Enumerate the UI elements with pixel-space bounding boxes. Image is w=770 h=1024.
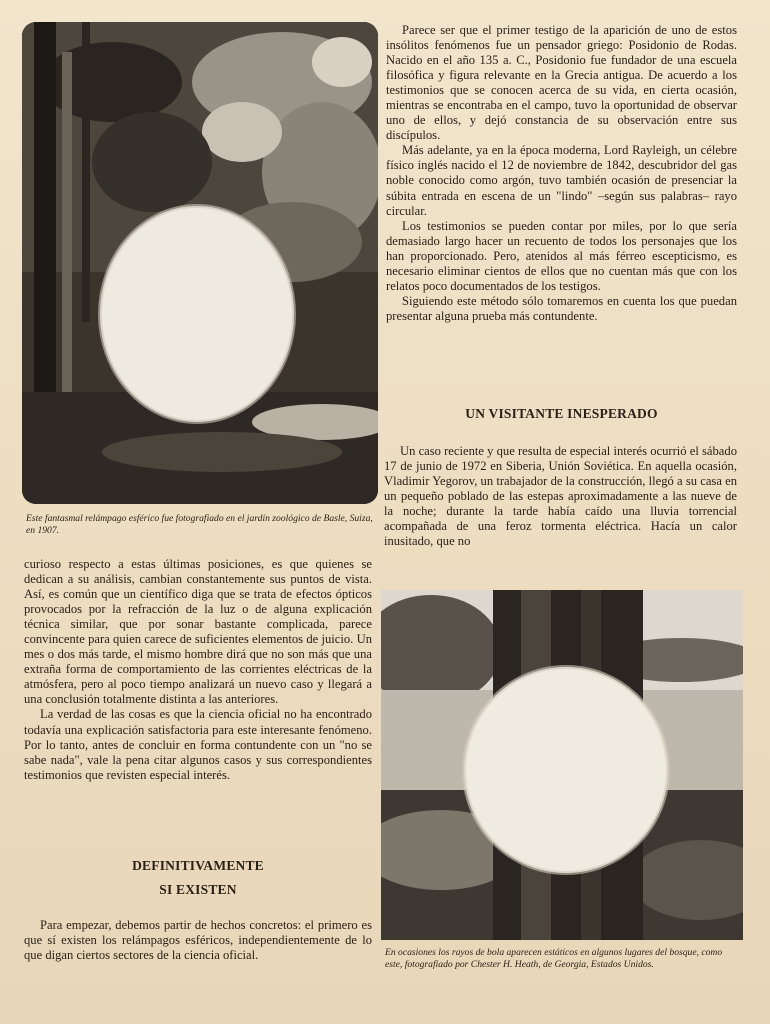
paragraph-posidonio: Parece ser que el primer testigo de la aparición de uno de estos insólitos fenómenos fue un pensador griego: Posidonio de Rodas. Nacido en el año 135 a. C., Posidonio fue fundador de una escuela filosófica y figura relevante en la Grecia antigua. De acuerdo a los testimonios que se conocen acerca de su vida, en cierta ocasión, mientras se encontraba en el campo, tuvo la oportunidad de observar uno de ellos, y dejó constancia de su observación entre sus discípulos. bbox=[386, 23, 737, 143]
tree-trunk-scene-image bbox=[381, 590, 743, 940]
right-column-bottom bbox=[384, 444, 737, 549]
heading-line-1: DEFINITIVAMENTE bbox=[132, 858, 264, 873]
paragraph-verdad: La verdad de las cosas es que la ciencia oficial no ha encontrado todavía una explicación satisfactoria para este interesante fenómeno. Por lo tanto, antes de concluir en forma contundente con un "no se sabe nada", vale la pena citar algunos casos y sus correspondientes testimonios que revisten especial interés. bbox=[24, 707, 372, 782]
heading-visitante-inesperado: UN VISITANTE INESPERADO bbox=[465, 406, 658, 421]
paragraph-curioso: curioso respecto a estas últimas posiciones, es que quienes se dedican a su análisis, cambian constantemente sus puntos de vista. Así, es común que un científico diga que se trata de efectos ópticos provocados por la refracción de la luz o de alguna explicación técnica similar, que por sonar bastante complicada, parece convincente para quien carece de suficientes elementos de juicio. Un mes o dos más tarde, el mismo hombre dirá que no son más que una extraña forma de comportamiento de las corrientes eléctricas de la atmósfera, pero al poco tiempo analizará un nuevo caso y llegará a una conclusión totalmente distinta a las anteriores. bbox=[24, 557, 372, 707]
paragraph-metodo: Siguiendo este método sólo tomaremos en cuenta los que puedan presentar alguna prueba más contundente. bbox=[386, 293, 737, 323]
heading-line-2: SI EXISTEN bbox=[159, 882, 237, 897]
left-column-bottom bbox=[24, 918, 372, 963]
ball-lightning-photo-zoo bbox=[22, 22, 378, 504]
right-column-top bbox=[386, 23, 737, 324]
paragraph-rayleigh: Más adelante, ya en la época moderna, Lord Rayleigh, un célebre físico inglés nacido el 12 de noviembre de 1842, descubridor del gas noble conocido como argón, tuvo también ocasión de presenciar la súbita entrada en escena de un "lindo" –según sus palabras– rayo circular. bbox=[386, 143, 737, 218]
heading-definitivamente bbox=[24, 858, 372, 898]
forest-scene-image bbox=[22, 22, 378, 504]
paragraph-para-empezar: Para empezar, debemos partir de hechos concretos: el primero es que sí existen los relámpagos esféricos, independientemente de lo que digan ciertos sectores de la ciencia oficial. bbox=[24, 918, 372, 963]
ball-lightning-photo-forest bbox=[381, 590, 743, 940]
photo2-caption: En ocasiones los rayos de bola aparecen estáticos en algunos lugares del bosque, como este, fotografiado por Chester H. Heath, de Georgia, Estados Unidos. bbox=[385, 947, 723, 970]
photo1-caption: Este fantasmal relámpago esférico fue fotografiado en el jardín zoológico de Basle, Suiza, en 1907. bbox=[26, 513, 373, 536]
paragraph-caso-reciente: Un caso reciente y que resulta de especial interés ocurrió el sábado 17 de junio de 1972 en Siberia, Unión Soviética. En aquella ocasión, Vladimir Yegorov, un trabajador de la construcción, llegó a su casa en un pequeño poblado de las estepas aproximadamente a las nueve de la noche; durante la tarde había caído una lluvia torrencial acompañada de una feroz tormenta eléctrica. Hacía un calor inusitado, que no bbox=[384, 444, 737, 549]
paragraph-testimonios: Los testimonios se pueden contar por miles, por lo que sería demasiado largo hacer un recuento de todos los personajes que los han proporcionado. Pero, atenidos al más férreo escepticismo, es necesario eliminar cientos de ellos que no cuentan más que con los relatos poco documentados de los testigos. bbox=[386, 218, 737, 293]
left-column bbox=[24, 557, 372, 783]
